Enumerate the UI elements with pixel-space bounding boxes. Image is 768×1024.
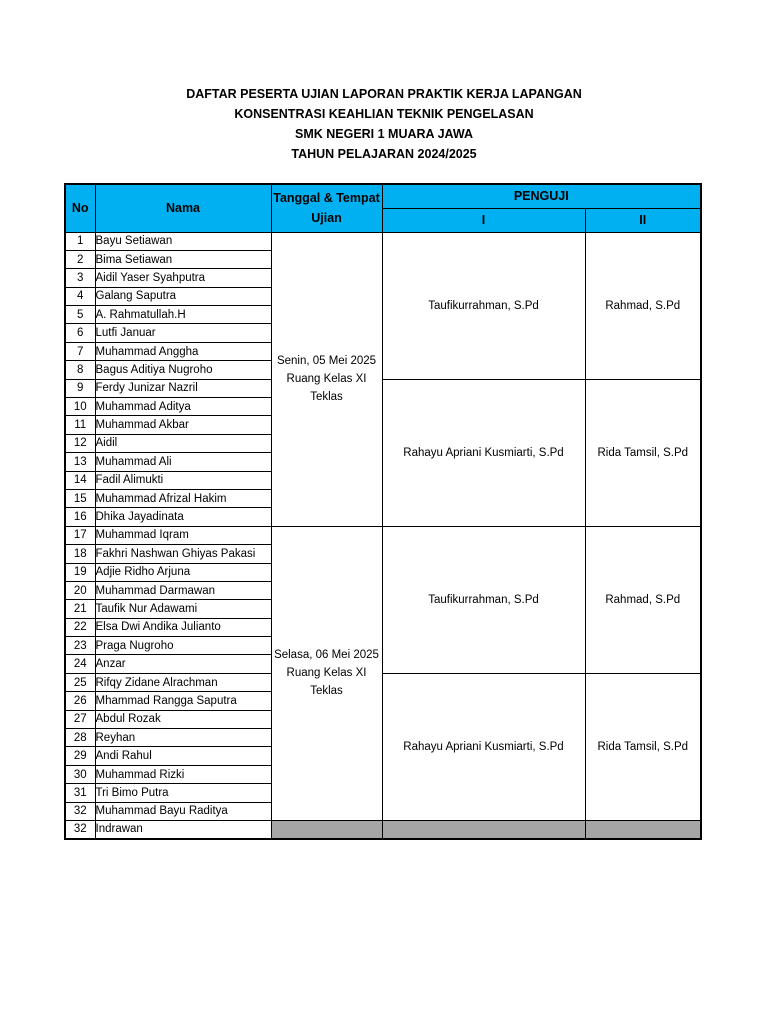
row-number: 2: [65, 250, 95, 268]
row-number: 5: [65, 306, 95, 324]
examiner-1: Taufikurrahman, S.Pd: [382, 232, 585, 379]
table-row: [65, 379, 701, 397]
empty-examiner-2-cell: [585, 821, 701, 839]
table-row: [65, 232, 701, 250]
table-row: [65, 673, 701, 691]
participant-name: Andi Rahul: [95, 747, 271, 765]
examiner-2: Rida Tamsil, S.Pd: [585, 379, 701, 526]
participant-name: Mhammad Rangga Saputra: [95, 692, 271, 710]
participant-name: Fadil Alimukti: [95, 471, 271, 489]
row-number: 18: [65, 545, 95, 563]
participant-name: Rifqy Zidane Alrachman: [95, 673, 271, 691]
participant-name: Muhammad Rizki: [95, 765, 271, 783]
participant-name: Adjie Ridho Arjuna: [95, 563, 271, 581]
participant-name: Abdul Rozak: [95, 710, 271, 728]
participant-name: Muhammad Darmawan: [95, 581, 271, 599]
participants-table: [64, 183, 702, 840]
row-number: 15: [65, 489, 95, 507]
column-header-penguji: PENGUJI: [382, 184, 701, 208]
row-number: 31: [65, 784, 95, 802]
participant-name: A. Rahmatullah.H: [95, 306, 271, 324]
row-number: 24: [65, 655, 95, 673]
title-line: KONSENTRASI KEAHLIAN TEKNIK PENGELASAN: [234, 107, 534, 121]
row-number: 32: [65, 821, 95, 839]
row-number: 26: [65, 692, 95, 710]
row-number: 19: [65, 563, 95, 581]
column-header-nama: Nama: [95, 184, 271, 232]
participant-name: Elsa Dwi Andika Julianto: [95, 618, 271, 636]
participant-name: Ferdy Junizar Nazril: [95, 379, 271, 397]
participant-name: Indrawan: [95, 821, 271, 839]
row-number: 17: [65, 526, 95, 544]
row-number: 13: [65, 453, 95, 471]
table-row: [65, 526, 701, 544]
row-number: 21: [65, 600, 95, 618]
column-header-penguji-2: II: [585, 208, 701, 232]
row-number: 12: [65, 434, 95, 452]
row-number: 6: [65, 324, 95, 342]
row-number: 30: [65, 765, 95, 783]
row-number: 29: [65, 747, 95, 765]
examiner-2: Rahmad, S.Pd: [585, 232, 701, 379]
participant-name: Bagus Aditiya Nugroho: [95, 361, 271, 379]
participant-name: Reyhan: [95, 729, 271, 747]
row-number: 3: [65, 269, 95, 287]
participant-name: Muhammad Ali: [95, 453, 271, 471]
empty-schedule-cell: [271, 821, 382, 839]
participant-name: Muhammad Iqram: [95, 526, 271, 544]
examiner-1: Rahayu Apriani Kusmiarti, S.Pd: [382, 379, 585, 526]
row-number: 10: [65, 398, 95, 416]
row-number: 11: [65, 416, 95, 434]
empty-examiner-1-cell: [382, 821, 585, 839]
examiner-2: Rahmad, S.Pd: [585, 526, 701, 673]
session-schedule: Senin, 05 Mei 2025 Ruang Kelas XI Teklas: [271, 232, 382, 526]
participant-name: Dhika Jayadinata: [95, 508, 271, 526]
title-line: SMK NEGERI 1 MUARA JAWA: [294, 127, 474, 141]
participant-name: Muhammad Aditya: [95, 398, 271, 416]
row-number: 25: [65, 673, 95, 691]
row-number: 8: [65, 361, 95, 379]
table-row: [65, 821, 701, 839]
participant-name: Muhammad Bayu Raditya: [95, 802, 271, 820]
row-number: 16: [65, 508, 95, 526]
row-number: 4: [65, 287, 95, 305]
column-header-penguji-1: I: [382, 208, 585, 232]
row-number: 22: [65, 618, 95, 636]
row-number: 28: [65, 729, 95, 747]
row-number: 20: [65, 581, 95, 599]
row-number: 23: [65, 637, 95, 655]
participant-name: Fakhri Nashwan Ghiyas Pakasi: [95, 545, 271, 563]
row-number: 7: [65, 342, 95, 360]
participant-name: Galang Saputra: [95, 287, 271, 305]
examiner-2: Rida Tamsil, S.Pd: [585, 673, 701, 820]
participant-name: Taufik Nur Adawami: [95, 600, 271, 618]
row-number: 1: [65, 232, 95, 250]
row-number: 14: [65, 471, 95, 489]
session-schedule: Selasa, 06 Mei 2025 Ruang Kelas XI Teklas: [271, 526, 382, 820]
column-header-tanggal: Tanggal & Tempat Ujian: [271, 184, 382, 232]
examiner-1: Taufikurrahman, S.Pd: [382, 526, 585, 673]
participant-name: Muhammad Afrizal Hakim: [95, 489, 271, 507]
examiner-1: Rahayu Apriani Kusmiarti, S.Pd: [382, 673, 585, 820]
participant-name: Tri Bimo Putra: [95, 784, 271, 802]
participant-name: Praga Nugroho: [95, 637, 271, 655]
participant-name: Bayu Setiawan: [95, 232, 271, 250]
row-number: 9: [65, 379, 95, 397]
title-line: DAFTAR PESERTA UJIAN LAPORAN PRAKTIK KERJA LAPANGAN: [186, 87, 582, 101]
participant-name: Aidil: [95, 434, 271, 452]
participant-name: Anzar: [95, 655, 271, 673]
participant-name: Aidil Yaser Syahputra: [95, 269, 271, 287]
row-number: 27: [65, 710, 95, 728]
row-number: 32: [65, 802, 95, 820]
document-title-block: [0, 84, 768, 164]
title-line: TAHUN PELAJARAN 2024/2025: [291, 147, 477, 161]
column-header-no: No: [65, 184, 95, 232]
participant-name: Muhammad Akbar: [95, 416, 271, 434]
participant-name: Muhammad Anggha: [95, 342, 271, 360]
participant-name: Bima Setiawan: [95, 250, 271, 268]
participant-name: Lutfi Januar: [95, 324, 271, 342]
